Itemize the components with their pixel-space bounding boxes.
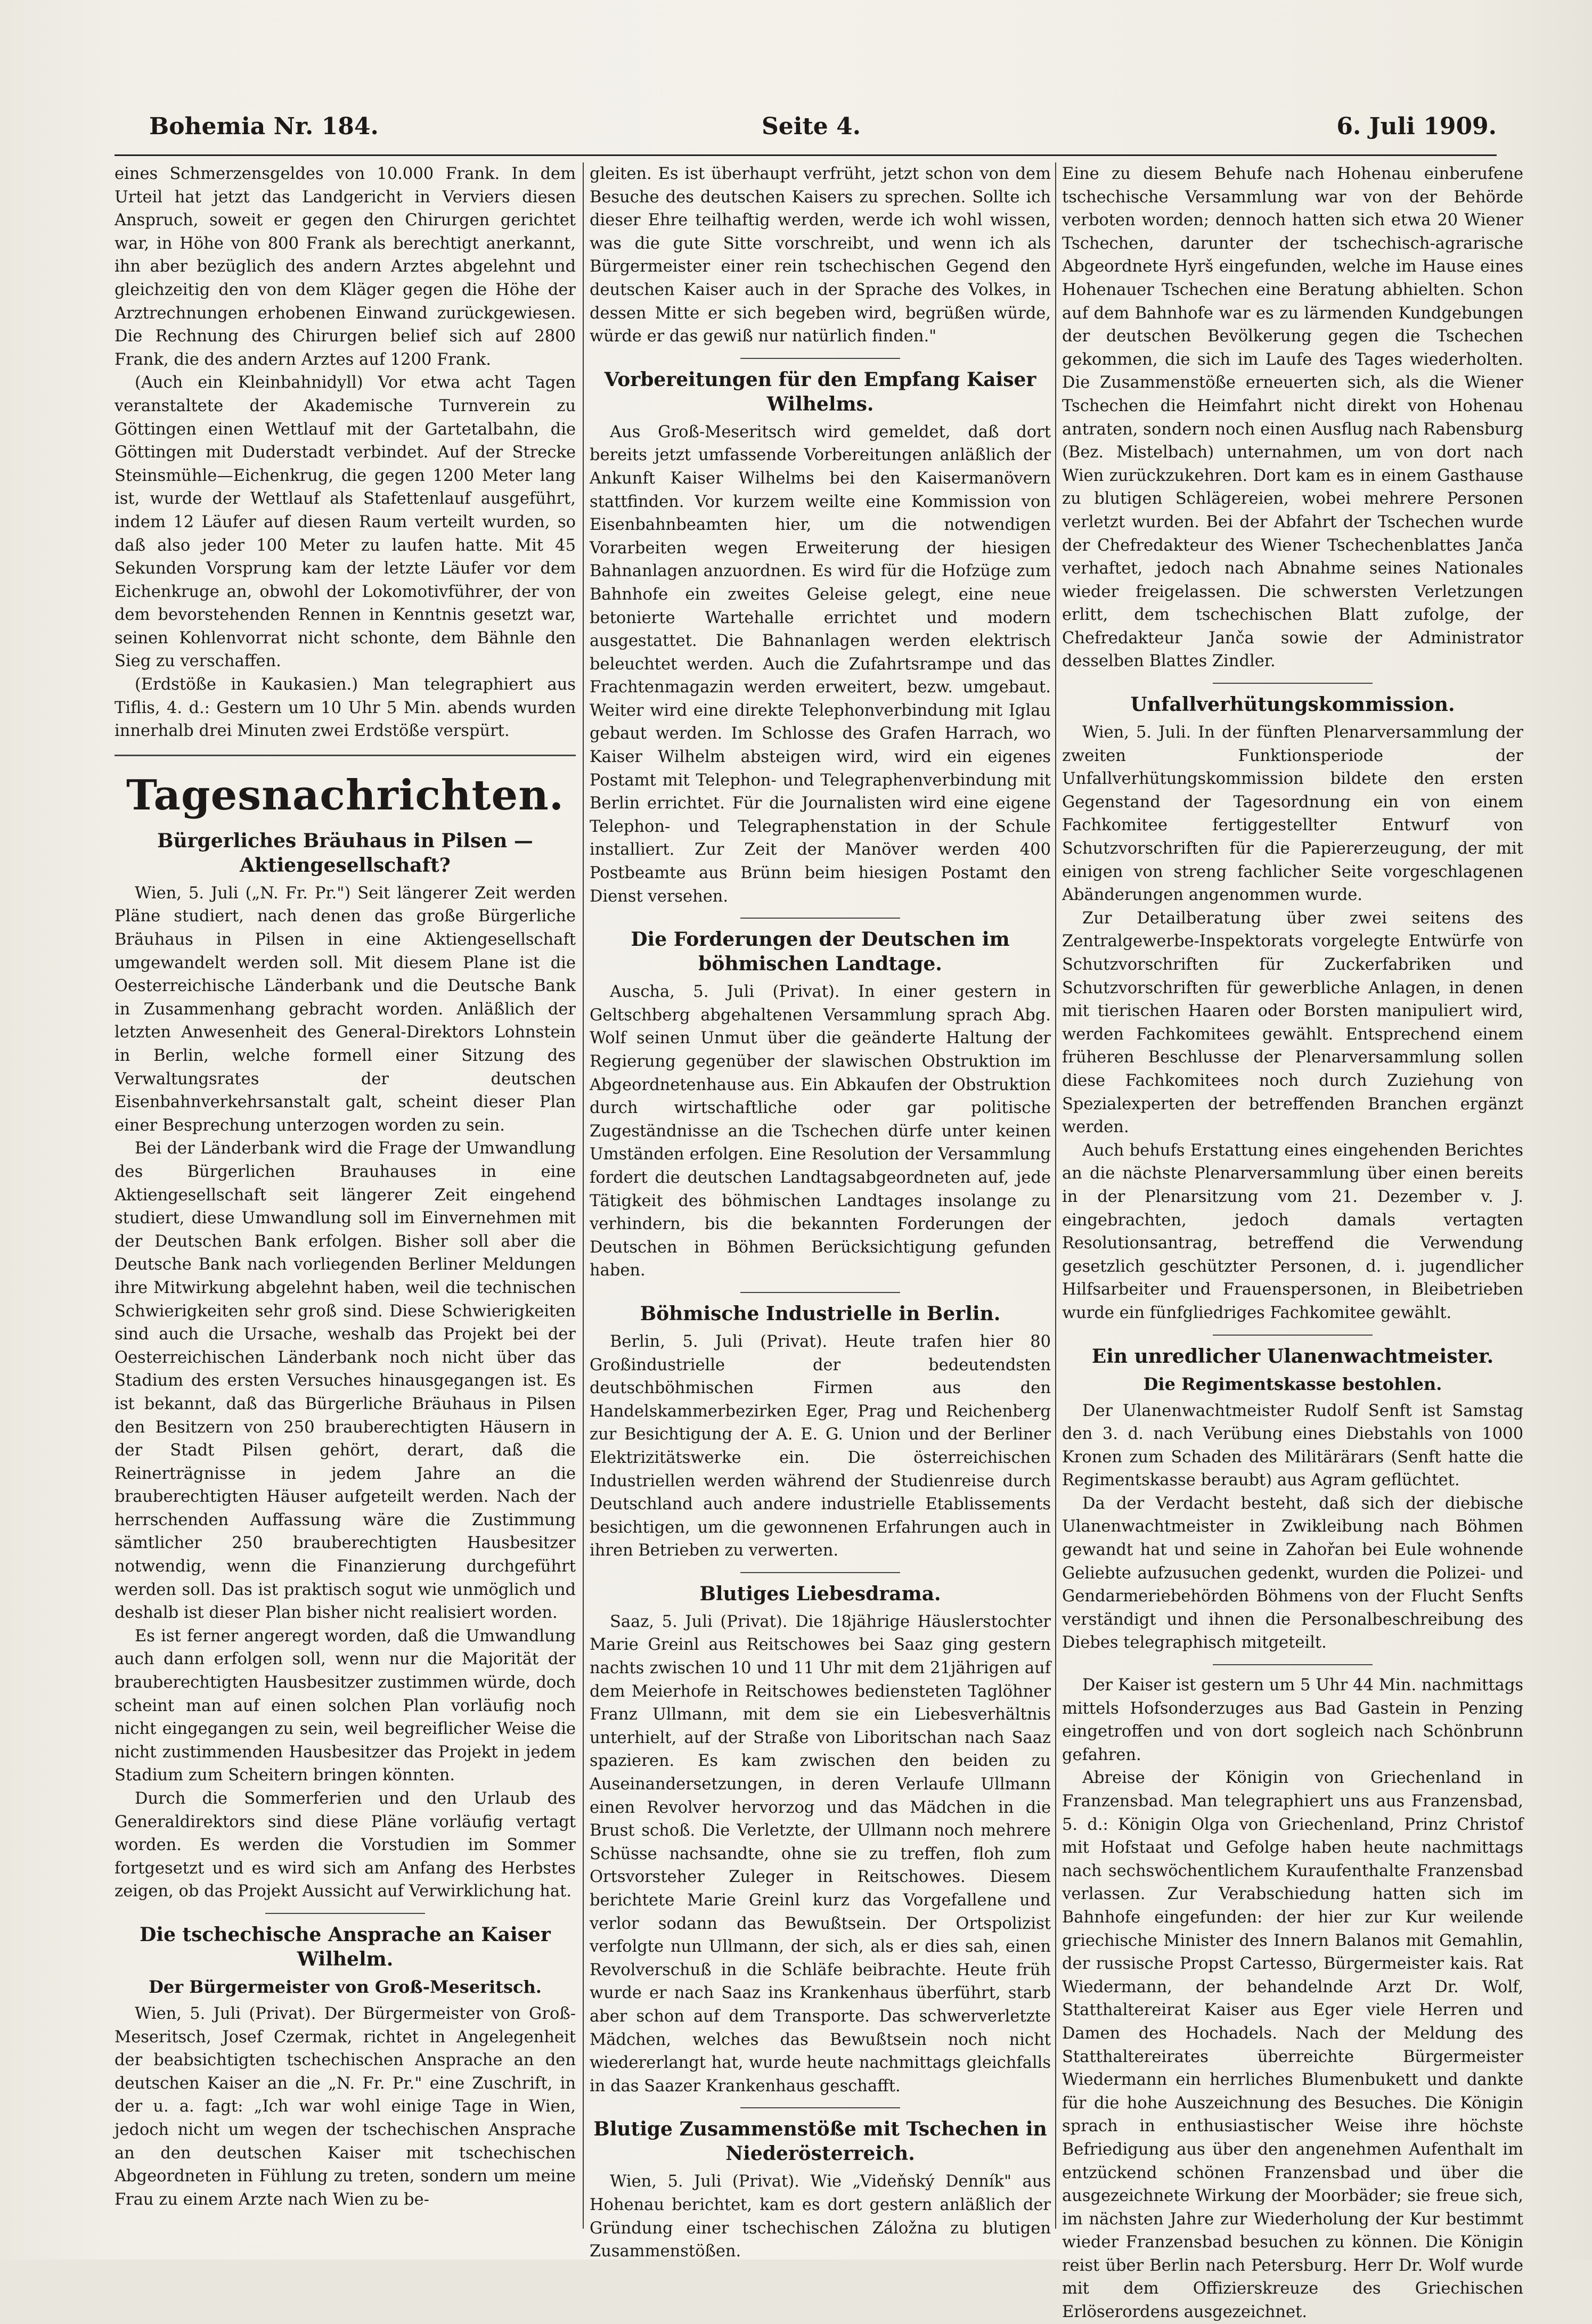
subheadline-ansprache: Der Bürgermeister von Groß-Meseritsch. [149,1976,542,1997]
ulanen-paragraph: Da der Verdacht besteht, daß sich der diebische Ulanenwachtmeister in Zwikleibung nach Böhmen gewandt hat und seine in Zahořan bei Eule wohnende Geliebte aufzusuchen gedenkt, wurden die Polizei- und Gendarmeriebehörden Böhmens von der Flucht Senfts verständigt und ihnen die Personalbeschreibung des Diebes telegraphisch mitgeteilt. [1062,1494,1523,1652]
headline-unfall: Unfallverhütungskommission. [1130,693,1455,716]
column-divider [583,162,584,2229]
header-rule [115,154,1497,156]
article-separator [1213,683,1373,684]
issue-date: 6. Juli 1909. [1336,113,1497,140]
braeuhaus-paragraph: Durch die Sommerferien und den Urlaub des Generaldirektors sind diese Pläne vorläufig vertagt worden. Es werden die Vorstudien im Sommer fortgesetzt und es wird sich am Anfang des Herbstes zeigen, ob das Projekt Aussicht auf Verwirklichung hat. [115,1789,576,1901]
article-separator [740,2107,900,2108]
unfall-paragraph: Wien, 5. Juli. In der fünften Plenarversammlung der zweiten Funktionsperiode der Unfallverhütungskommission bildete den ersten Gegenstand der Tagesordnung ein von einem Fachkomitee fertiggestellter Entwurf von Schutzvorschriften für die Papiererzeugung, der mit einigen von streng fachlicher Seite vorgeschlagenen Abänderungen angenommen wurde. [1062,723,1523,905]
article-continuation: gleiten. Es ist überhaupt verfrüht, jetzt schon von dem Besuche des deutschen Kaisers zu sprechen. Sollte ich dieser Ehre teilhaftig werden, werde ich wohl wissen, was die gute Sitte vorschreibt, und wenn ich als Bürgermeister einer rein tschechischen Gegend den deutschen Kaiser auch in der Sprache des Volkes, in dessen Mitte er sich begeben wird, begrüßen würde, würde er das gewiß nur natürlich finden." [590,165,1051,346]
column-2 [590,162,1051,2261]
section-rule [115,755,576,756]
headline-ulanen: Ein unredlicher Ulanenwachtmeister. [1091,1345,1494,1368]
koenigin-paragraph: Abreise der Königin von Griechenland in Franzensbad. Man telegraphiert uns aus Franzensbad, 5. d.: Königin Olga von Griechenland, Prinz Christof mit Hofstaat und Gefolge haben heute nachmittags nach sechswöchentlichem Kuraufenthalte Franzensbad verlassen. Zur Verabschiedung hatten sich im Bahnhofe eingefunden: der hier zur Kur weilende griechische Minister des Innern Balanos mit Gemahlin, der russische Propst Cartesso, Bürgermeister kais. Rat Wiedermann, der behandelnde Arzt Dr. Wolf, Statthaltereirat Kaiser aus Eger viele Herren und Damen des Hochadels. Nach der Meldung des Statthaltereirates überreichte Bürgermeister Wiedermann ein herrliches Blumenbukett und dankte für die hohe Auszeichnung des Besuches. Die Königin sprach in enthusiastischer Weise ihre höchste Befriedigung aus über den angenehmen Aufenthalt im entzückend schönen Franzensbad und über die ausgezeichnete Wirkung der Moorbäder; sie freue sich, im nächsten Jahre zur Wiederholung der Kur bestimmt wieder Franzensbad besuchen zu können. Die Königin reist über Berlin nach Petersburg. Herr Dr. Wolf wurde mit dem Offizierskreuze des Griechischen Erlöserordens ausgezeichnet. [1062,1769,1523,2322]
article-continuation: eines Schmerzensgeldes von 10.000 Frank. In dem Urteil hat jetzt das Landgericht in Verviers diesen Anspruch, soweit er gegen den Chirurgen gerichtet war, in Höhe von 800 Frank als berechtigt anerkannt, ihn aber bezüglich des andern Arztes abgelehnt und gleichzeitig den von dem Kläger gegen die Höhe der Arztrechnungen erhobenen Einwand zurückgewiesen. Die Rechnung des Chirurgen belief sich auf 2800 Frank, die des andern Arztes auf 1200 Frank. [115,165,576,369]
ulanen-paragraph: Der Ulanenwachtmeister Rudolf Senft ist Samstag den 3. d. nach Verübung eines Diebstahls von 1000 Kronen zum Schaden des Militärärars (Senft hatte die Regimentskasse beraubt) aus Agram geflüchtet. [1062,1401,1523,1490]
article-kleinbahnidyll: (Auch ein Kleinbahnidyll) Vor etwa acht Tagen veranstaltete der Akademische Turnverein zu Göttingen einen Wettlauf mit der Gartetalbahn, die Göttingen mit Duderstadt verbindet. Auf der Strecke Steinsmühle—Eichenkrug, die gegen 1200 Meter lang ist, wurde der Wettlauf als Stafettenlauf ausgeführt, indem 12 Läufer auf diesen Raum verteilt wurden, so daß also jeder 100 Meter zu laufen hatte. Mit 45 Sekunden Vorsprung kam der letzte Läufer vor dem Eichenkruge an, obwohl der Lokomotivführer, der von dem bevorstehenden Rennen in Kenntnis gesetzt war, seinen Kohlenvorrat nicht schonte, dem Bähnle den Sieg zu verschaffen. [115,373,576,671]
industrielle-paragraph: Berlin, 5. Juli (Privat). Heute trafen hier 80 Großindustrielle der bedeutendsten deutschböhmischen Firmen aus den Handelskammerbezirken Eger, Prag und Reichenberg zur Besichtigung der A. E. G. Union und der Berliner Elektrizitätswerke ein. Die österreichischen Industriellen werden während der Studienreise durch Deutschland auch andere industrielle Etablissements besichtigen, um die gewonnenen Erfahrungen auch in ihren Betrieben zu verwerten. [590,1332,1051,1560]
column-divider [1055,162,1056,2229]
article-separator [265,1913,425,1914]
column-1 [115,162,576,2229]
article-separator [1213,1335,1373,1336]
headline-industrielle: Böhmische Industrielle in Berlin. [640,1302,1001,1325]
headline-braeuhaus: Bürgerliches Bräuhaus in Pilsen — Aktiengesellschaft? [157,829,533,877]
headline-liebesdrama: Blutiges Liebesdrama. [699,1582,941,1605]
section-title-tagesnachrichten: Tagesnachrichten. [126,771,565,820]
kaiser-paragraph: Der Kaiser ist gestern um 5 Uhr 44 Min. nachmittags mittels Hofsonderzuges aus Bad Gastein in Penzing eingetroffen und von dort sogleich nach Schönbrunn gefahren. [1062,1676,1523,1764]
page-number: Seite 4. [762,113,861,140]
article-separator [740,358,900,359]
braeuhaus-paragraph: Wien, 5. Juli („N. Fr. Pr.") Seit längerer Zeit werden Pläne studiert, nach denen das große Bürgerliche Bräuhaus in Pilsen in eine Aktiengesellschaft umgewandelt werden soll. Mit diesem Plane ist die Oesterreichische Länderbank und die Deutsche Bank in Zusammenhang gebracht worden. Anläßlich der letzten Anwesenheit des General-Direktors Lohnstein in Berlin, welche formell einer Sitzung des Verwaltungsrates der deutschen Eisenbahnverkehrsanstalt galt, scheint dieser Plan einer Besprechung unterzogen worden zu sein. [115,883,576,1135]
ansprache-paragraph: Wien, 5. Juli (Privat). Der Bürgermeister von Groß-Meseritsch, Josef Czermak, richtet in Angelegenheit der beabsichtigten tschechischen Ansprache an den deutschen Kaiser an die „N. Fr. Pr." eine Zuschrift, in der u. a. fagt: „Ich war wohl einige Tage in Wien, jedoch nicht um wegen der tschechischen Ansprache an den deutschen Kaiser mit tschechischen Abgeordneten in Fühlung zu treten, sondern um meine Frau zu einem Arzte nach Wien zu be- [115,2004,576,2209]
forderungen-paragraph: Auscha, 5. Juli (Privat). In einer gestern in Geltschberg abgehaltenen Versammlung sprach Abg. Wolf seinen Unmut über die geänderte Haltung der Regierung gegenüber der slawischen Obstruktion im Abgeordnetenhause aus. Ein Abkaufen der Obstruktion durch wirtschaftliche oder gar politische Zugeständnisse an die Tschechen dürfe unter keinen Umständen erfolgen. Eine Resolution der Versammlung fordert die deutschen Landtagsabgeordneten auf, jede Tätigkeit des böhmischen Landtages insolange zu verhindern, bis die bekannten Forderungen der Deutschen in Böhmen Berücksichtigung gefunden haben. [590,983,1051,1280]
empfang-paragraph: Aus Groß-Meseritsch wird gemeldet, daß dort bereits jetzt umfassende Vorbereitungen anläßlich der Ankunft Kaiser Wilhelms bei den Kaisermanövern stattfinden. Vor kurzem weilte eine Kommission von Eisenbahnbeamten hier, um die notwendigen Vorarbeiten wegen Erweiterung der hiesigen Bahnanlagen anzuordnen. Es wird für die Hofzüge zum Bahnhofe ein zweites Geleise gelegt, eine neue betonierte Wartehalle errichtet und modern ausgestattet. Die Bahnanlagen werden elektrisch beleuchtet werden. Auch die Zufahrtsrampe und das Frachtenmagazin werden erweitert, bezw. umgebaut. Weiter wird eine direkte Telephonverbindung mit Iglau gebaut werden. Im Schlosse des Grafen Harrach, wo Kaiser Wilhelm absteigen wird, wird ein eigenes Postamt mit Telephon- und Telegraphenverbindung mit Berlin errichtet. Für die Journalisten wird eine eigene Telephon- und Telegraphenstation in der Schule installiert. Zur Zeit der Manöver werden 400 Postbeamte aus Brünn beim hiesigen Postamt den Dienst versehen. [590,422,1051,906]
article-separator [740,1572,900,1573]
article-separator [740,1292,900,1293]
braeuhaus-paragraph: Es ist ferner angeregt worden, daß die Umwandlung auch dann erfolgen soll, wenn nur die Majorität der brauberechtigten Hausbesitzer zustimmen würde, doch scheint man auf einen solchen Plan vorläufig noch nicht eingegangen zu sein, weil begreiflicher Weise die nicht zustimmenden Hausbesitzer das Projekt in jedem Stadium zum Scheitern bringen könnten. [115,1626,576,1785]
column-3 [1062,162,1523,2322]
zusammenstoesse-paragraph: Wien, 5. Juli (Privat). Wie „Videňský Denník" aus Hohenau berichtet, kam es dort gestern anläßlich der Gründung einer tschechischen Záložna zu blutigen Zusammenstößen. [590,2172,1051,2261]
unfall-paragraph: Zur Detailberatung über zwei seitens des Zentralgewerbe-Inspektorats vorgelegte Entwürfe von Schutzvorschriften für Zuckerfabriken und Schutzvorschriften für gewerbliche Anlagen, in denen mit tierischen Haaren oder Borsten manipuliert wird, werden Fachkomitees gewählt. Entsprechend einem früheren Beschlusse der Plenarversammlung sollen diese Fachkomitees noch durch Zuziehung von Spezialexperten der betreffenden Branchen ergänzt werden. [1062,909,1523,1137]
page-header [107,113,1497,150]
headline-zusammenstoesse: Blutige Zusammenstöße mit Tschechen in Niederösterreich. [593,2118,1047,2165]
article-erdstoesse: (Erdstöße in Kaukasien.) Man telegraphiert aus Tiflis, 4. d.: Gestern um 10 Uhr 5 Min. abends wurden innerhalb drei Minuten zwei Erdstöße verspürt. [115,675,576,741]
masthead-issue: Bohemia Nr. 184. [149,113,379,140]
headline-forderungen: Die Forderungen der Deutschen im böhmischen Landtage. [631,928,1010,976]
article-separator [1213,1664,1373,1665]
subheadline-ulanen: Die Regimentskasse bestohlen. [1143,1373,1442,1394]
headline-ansprache: Die tschechische Ansprache an Kaiser Wilhelm. [140,1923,551,1970]
braeuhaus-paragraph: Bei der Länderbank wird die Frage der Umwandlung des Bürgerlichen Brauhauses in eine Aktiengesellschaft seit längerer Zeit eingehend studiert, diese Umwandlung soll im Einvernehmen mit der Deutschen Bank erfolgen. Bisher soll aber die Deutsche Bank nach vorliegenden Berliner Meldungen ihre Mitwirkung abgelehnt haben, weil die technischen Schwierigkeiten sehr groß sind. Diese Schwierigkeiten sind auch die Ursache, weshalb das Projekt bei der Oesterreichischen Länderbank noch nicht über das Stadium des ersten Versuches hinausgegangen ist. Es ist bekannt, daß das Bürgerliche Bräuhaus in Pilsen den Besitzern von 250 brauberechtigten Häusern in der Stadt Pilsen gehört, derart, daß die Reinerträgnisse in jedem Jahre an die brauberechtigten Häuser aufgeteilt werden. Nach der herrschenden Auffassung wäre die Zustimmung sämtlicher 250 brauberechtigten Hausbesitzer notwendig, wenn die Finanzierung durchgeführt werden soll. Das ist praktisch sogut wie unmöglich und deshalb ist dieser Plan bisher nicht realisiert worden. [115,1139,576,1623]
headline-empfang: Vorbereitungen für den Empfang Kaiser Wilhelms. [604,368,1036,415]
unfall-paragraph: Auch behufs Erstattung eines eingehenden Berichtes an die nächste Plenarversammlung über einen bereits in der Plenarsitzung vom 21. Dezember v. J. eingebrachten, jedoch damals vertagten Resolutionsantrag, betreffend die Verwendung gesetzlich geschützter Personen, d. i. jugendlicher Hilfsarbeiter und Frauenspersonen, in Bleibetrieben wurde ein fünfgliedriges Fachkomitee gewählt. [1062,1141,1523,1322]
liebesdrama-paragraph: Saaz, 5. Juli (Privat). Die 18jährige Häuslerstochter Marie Greinl aus Reitschowes bei Saaz ging gestern nachts zwischen 10 und 11 Uhr mit dem 21jährigen auf dem Meierhofe in Reitschowes bediensteten Taglöhner Franz Ullmann, mit dem sie ein Liebesverhältnis unterhielt, auf der Straße von Liboritschan nach Saaz spazieren. Es kam zwischen den beiden zu Auseinandersetzungen, in deren Verlaufe Ullmann einen Revolver hervorzog und das Mädchen in die Brust schoß. Die Verletzte, der Ullmann noch mehrere Schüsse nachsandte, ohne sie zu treffen, floh zum Ortsvorsteher Zuleger in Reitschowes. Diesem berichtete Marie Greinl kurz das Vorgefallene und verlor sodann das Bewußtsein. Der Ortspolizist verfolgte nun Ullmann, der sich, als er dies sah, einen Revolverschuß in die Schläfe beibrachte. Heute früh wurde er nach Saaz ins Krankenhaus überführt, starb aber schon auf dem Transporte. Das schwerverletzte Mädchen, welches das Bewußtsein noch nicht wiedererlangt hat, wurde heute nachmittags gleichfalls in das Saazer Krankenhaus geschafft. [590,1612,1051,2096]
article-continuation: Eine zu diesem Behufe nach Hohenau einberufene tschechische Versammlung war von der Behörde verboten worden; dennoch hatten sich etwa 20 Wiener Tschechen, darunter der tschechisch-agrarische Abgeordnete Hyrš eingefunden, welche im Hause eines Hohenauer Tschechen eine Beratung abhielten. Schon auf dem Bahnhofe war es zu lärmenden Kundgebungen der deutschen Bevölkerung gegen die Tschechen gekommen, die sich im Laufe des Tages wiederholten. Die Zusammenstöße erneuerten sich, als die Wiener Tschechen die Heimfahrt nicht direkt von Hohenau antraten, sondern noch einen Ausflug nach Rabensburg (Bez. Mistelbach) unternahmen, um von dort nach Wien zurückzukehren. Dort kam es in einem Gasthause zu blutigen Schlägereien, wobei mehrere Personen verletzt wurden. Bei der Abfahrt der Tschechen wurde der Chefredakteur des Wiener Tschechenblattes Janča verhaftet, jedoch nach Abnahme seines Nationales wieder freigelassen. Die schwersten Verletzungen erlitt, dem tschechischen Blatt zufolge, der Chefredakteur Janča sowie der Administrator desselben Blattes Zindler. [1062,165,1523,671]
article-separator [740,918,900,919]
